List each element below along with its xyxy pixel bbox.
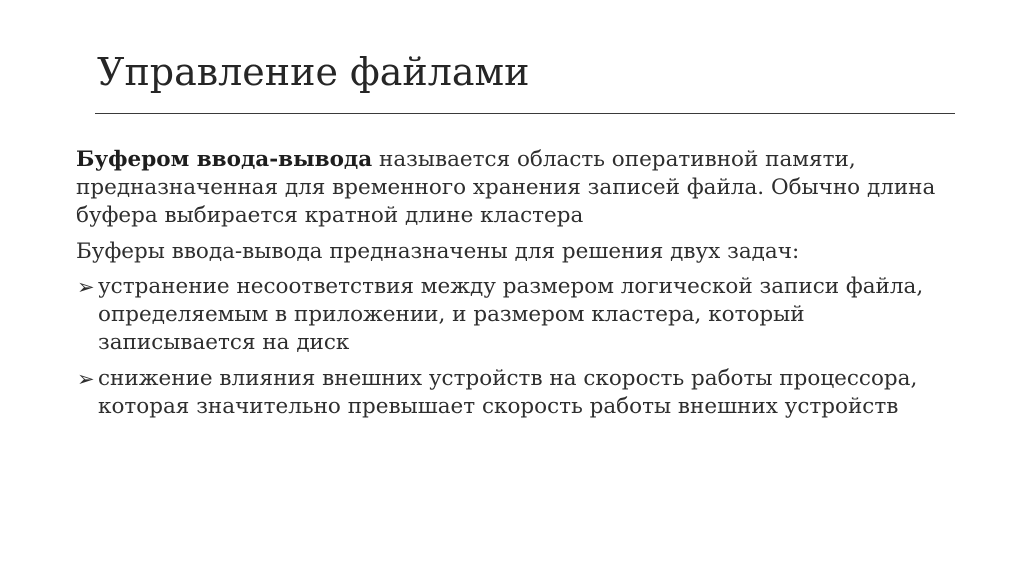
- slide-title: Управление файлами: [97, 50, 530, 94]
- bullet-item: [76, 365, 956, 421]
- definition-text: называется область оперативной памяти, предназначенная для временного хранения записей файла. Обычно длина буфера выбирается кратной длине кластера: [76, 147, 936, 228]
- bullet-item: [76, 273, 956, 357]
- title-divider: [95, 113, 955, 114]
- intro-paragraph: Буферы ввода-вывода предназначены для решения двух задач:: [76, 239, 800, 264]
- defined-term: Буфером ввода-вывода: [76, 147, 373, 172]
- slide-body: [76, 146, 956, 429]
- definition-paragraph: [76, 146, 956, 230]
- arrow-bullet-icon: ➢: [77, 367, 95, 391]
- arrow-bullet-icon: ➢: [77, 275, 95, 299]
- bullet-text: снижение влияния внешних устройств на скорость работы процессора, которая значительно превышает скорость работы внешних устройств: [98, 366, 918, 419]
- bullet-text: устранение несоответствия между размером логической записи файла, определяемым в приложении, и размером кластера, который записывается на диск: [98, 274, 924, 355]
